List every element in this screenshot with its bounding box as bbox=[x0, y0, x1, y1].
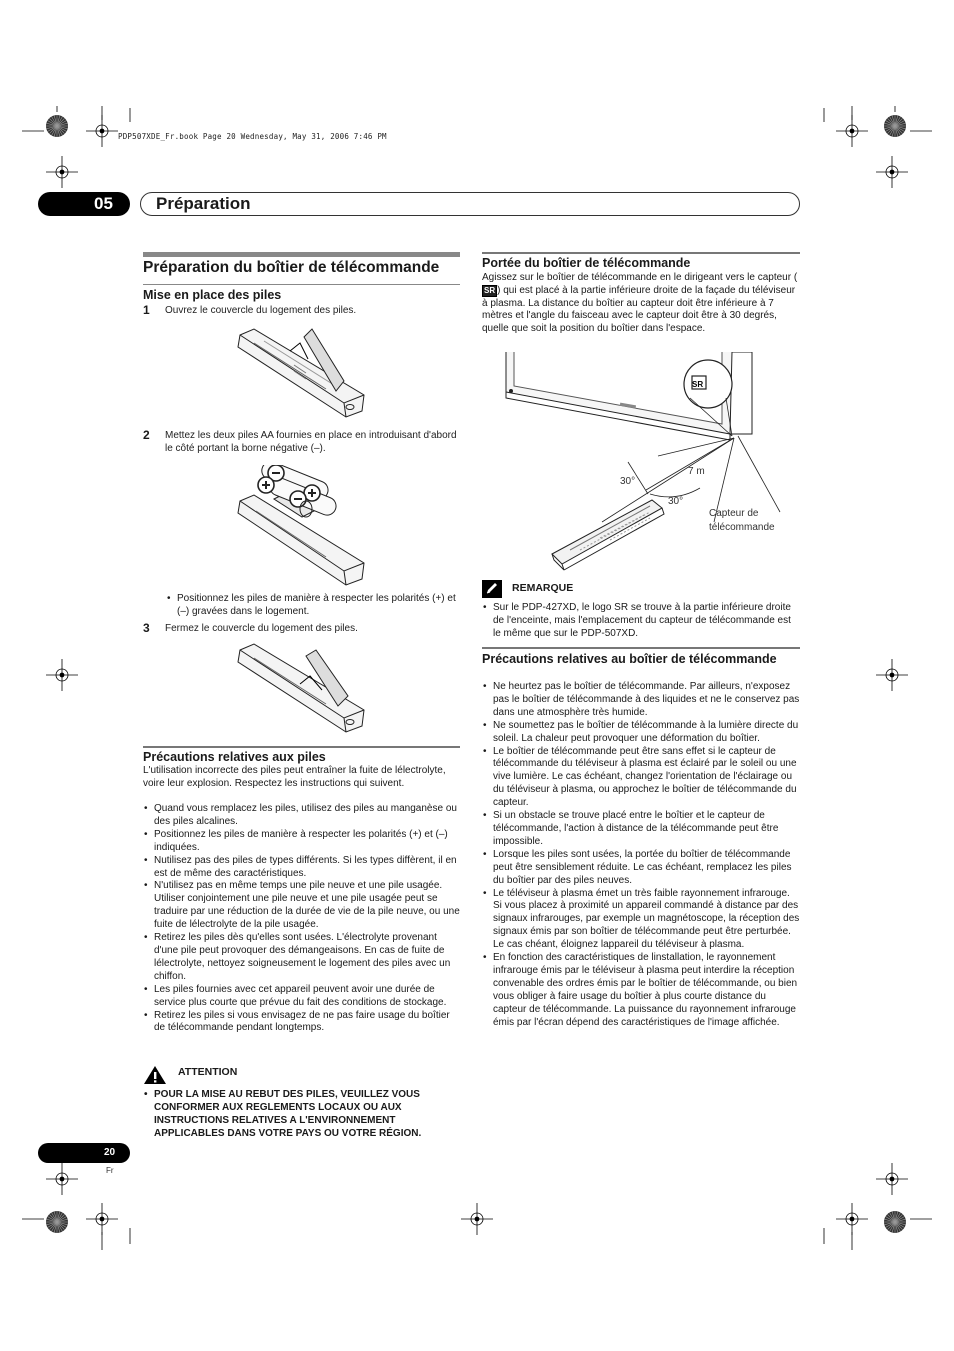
precaution-item: • Le téléviseur à plasma émet un très faible rayonnement infrarouge. Si vous placez à proximité un appareil commandé à distance par des signaux infrarouges, par exemple un magnétoscope, la réception des signaux émis par son boîtier de télécommande peut être perturbée. Le cas chéant, éloignez lappareil du téléviseur à plasma. bbox=[482, 888, 800, 953]
precaution-item: • En fonction des caractéristiques de linstallation, le rayonnement infrarouge émis par le téléviseur à plasma peut interdire la réception convenable des ordres émis par le boîtier de télécommande, ou bien vous obliger à faire usage du boîtier à plus courte distance du capteur de télécommande. La puissance du rayonnement infrarouge émis par l'écran dépend des caractéristiques de l'image affichée. bbox=[482, 952, 800, 1029]
section-rule bbox=[143, 252, 460, 257]
precautions-piles-rule bbox=[143, 746, 460, 748]
precautions-boitier-list bbox=[482, 681, 800, 1029]
precaution-item: • Le boîtier de télécommande peut être sans effet si le capteur de télécommande du téléviseur à plasma est éclairé par le soleil ou une vive lumière. Le cas échéant, changez l'orientation de l'éclairage ou du téléviseur à plasma, ou approchez le boîtier de télécommande du capteur. bbox=[482, 746, 800, 811]
remote-open-cover-illustration bbox=[234, 325, 369, 420]
crosshair-mark bbox=[876, 156, 908, 188]
portee-text-end: ) qui est placé à la partie inférieure droite de la façade du téléviseur à plasma. La distance du boîtier au capteur doit être inférieure à 7 mètres et l'angle du faisceau avec le capteur doit être à 30 degrés, quelle que soit la position du boîtier dans l'espace. bbox=[482, 284, 796, 335]
page-number: 20 bbox=[104, 1147, 116, 1158]
note-icon bbox=[482, 580, 502, 598]
precautions-piles-intro: L'utilisation incorrecte des piles peut entraîner la fuite de lélectrolyte, voire leur explosion. Respectez les instructions qui suivent. bbox=[143, 765, 446, 789]
crosshair-mark bbox=[86, 1203, 118, 1235]
precautions-boitier-title: Précautions relatives au boîtier de télécommande bbox=[482, 652, 777, 666]
precaution-item: • Si un obstacle se trouve placé entre le boîtier et le capteur de télécommande, l'action à distance de la télécommande peut être impossible. bbox=[482, 810, 800, 849]
step-3-text: Fermez le couvercle du logement des piles. bbox=[165, 623, 358, 634]
remote-close-cover-illustration bbox=[234, 640, 369, 735]
step-3-number: 3 bbox=[143, 621, 150, 635]
star-target-mark bbox=[884, 1211, 906, 1233]
attention-text: • POUR LA MISE AU REBUT DES PILES, VEUILLEZ VOUS CONFORMER AUX REGLEMENTS LOCAUX OU AUX INSTRUCTIONS RELATIVES A L'ENVIRONNEMENT APPLICABLES DANS VOTRE PAYS OU VOTRE RÉGION. bbox=[143, 1088, 461, 1140]
portee-rule bbox=[482, 252, 800, 254]
precaution-item: • Ne heurtez pas le boîtier de télécommande. Par ailleurs, n'exposez pas le boîtier de télécommande à des liquides et ne le conservez pas dans une atmosphère très humide. bbox=[482, 681, 800, 720]
crosshair-mark bbox=[876, 1163, 908, 1195]
star-target-mark bbox=[46, 1211, 68, 1233]
remarque-label: REMARQUE bbox=[512, 582, 574, 594]
section-underline bbox=[143, 284, 460, 285]
diagram-sensor-label-1: Capteur de bbox=[709, 508, 759, 519]
crosshair-mark bbox=[876, 659, 908, 691]
chapter-tab bbox=[38, 192, 130, 216]
crosshair-mark bbox=[836, 1203, 868, 1235]
remarque-list bbox=[482, 602, 800, 641]
precaution-item: • Retirez les piles si vous envisagez de ne pas faire usage du boîtier de télécommande pendant longtemps. bbox=[143, 1010, 461, 1036]
warning-icon bbox=[143, 1065, 167, 1085]
precaution-item: • Quand vous remplacez les piles, utilisez des piles au manganèse ou des piles alcalines. bbox=[143, 803, 461, 829]
battery-bullet-list bbox=[166, 593, 456, 619]
precaution-item: • Lorsque les piles sont usées, la portée du boîtier de télécommande peut être sensiblement réduite. Le cas échéant, remplacez les piles du boîtier par des piles neuves. bbox=[482, 849, 800, 888]
chapter-number: 05 bbox=[94, 194, 113, 213]
precaution-item: • Retirez les piles dès qu'elles sont usées. L'électrolyte provenant d'une pile peut provoquer des démangeaisons. En cas de fuite de lélectrolyte, nettoyez soigneusement le logement des piles avec un chiffon. bbox=[143, 932, 461, 984]
remarque-text: • Sur le PDP-427XD, le logo SR se trouve à la partie inférieure droite de l'enceinte, mais l'emplacement du capteur de télécommande est le même que sur le PDP-507XD. bbox=[482, 602, 800, 641]
diagram-sr-label: SR bbox=[692, 380, 704, 389]
page-number-tab bbox=[38, 1143, 130, 1163]
diagram-distance-label: 7 m bbox=[688, 466, 705, 477]
precautions-piles-list bbox=[143, 803, 461, 1035]
precautions-piles-title: Précautions relatives aux piles bbox=[143, 750, 326, 764]
remote-insert-batteries-illustration bbox=[234, 465, 369, 587]
diagram-sensor-label-2: télécommande bbox=[709, 522, 775, 533]
language-code: Fr bbox=[106, 1166, 114, 1175]
precaution-item: • Nutilisez pas des piles de types différents. Si les types diffèrent, il en est de même des caractéristiques. bbox=[143, 855, 461, 881]
crosshair-mark bbox=[461, 1203, 493, 1235]
diagram-angle-2: 30° bbox=[668, 496, 684, 507]
chapter-title: Préparation bbox=[156, 194, 251, 213]
precaution-item: • Les piles fournies avec cet appareil peuvent avoir une durée de service plus courte que prévue du fait des conditions de stockage. bbox=[143, 984, 461, 1010]
book-header: PDP507XDE_Fr.book Page 20 Wednesday, May 31, 2006 7:46 PM bbox=[118, 132, 387, 141]
remote-range-diagram bbox=[500, 352, 800, 572]
battery-bullet-item: • Positionnez les piles de manière à respecter les polarités (+) et (–) gravées dans le logement. bbox=[166, 593, 456, 619]
section-title: Préparation du boîtier de télécommande bbox=[143, 259, 440, 276]
precaution-item: • N'utilisez pas en même temps une pile neuve et une pile usagée. Utiliser conjointement une pile neuve et une pile usagée peut se traduire par une réduction de la durée de vie de la pile neuve, ou une fuite de lélectrolyte de la pile usagée. bbox=[143, 880, 461, 932]
star-target-mark bbox=[46, 115, 68, 137]
batteries-title: Mise en place des piles bbox=[143, 288, 282, 302]
crosshair-mark bbox=[46, 1163, 78, 1195]
portee-text bbox=[482, 272, 800, 336]
crosshair-mark bbox=[46, 156, 78, 188]
step-1-text: Ouvrez le couvercle du logement des piles. bbox=[165, 305, 357, 316]
portee-text-start: Agissez sur le boîtier de télécommande en le dirigeant vers le capteur ( bbox=[482, 272, 798, 283]
precaution-item: • Ne soumettez pas le boîtier de télécommande à la lumière directe du soleil. La chaleur peut provoquer une déformation du boîtier. bbox=[482, 720, 800, 746]
diagram-angle-1: 30° bbox=[620, 476, 636, 487]
sr-sensor-icon: SR bbox=[484, 285, 496, 295]
step-2-number: 2 bbox=[143, 428, 150, 442]
step-1-number: 1 bbox=[143, 303, 150, 317]
attention-list bbox=[143, 1088, 461, 1140]
precautions-boitier-rule bbox=[482, 647, 800, 649]
crosshair-mark bbox=[46, 659, 78, 691]
attention-label: ATTENTION bbox=[178, 1066, 238, 1078]
precaution-item: • Positionnez les piles de manière à respecter les polarités (+) et (–) indiquées. bbox=[143, 829, 461, 855]
step-2-text: Mettez les deux piles AA fournies en place en introduisant d'abord le côté portant la borne négative (–). bbox=[165, 430, 457, 455]
star-target-mark bbox=[884, 115, 906, 137]
portee-title: Portée du boîtier de télécommande bbox=[482, 256, 691, 270]
